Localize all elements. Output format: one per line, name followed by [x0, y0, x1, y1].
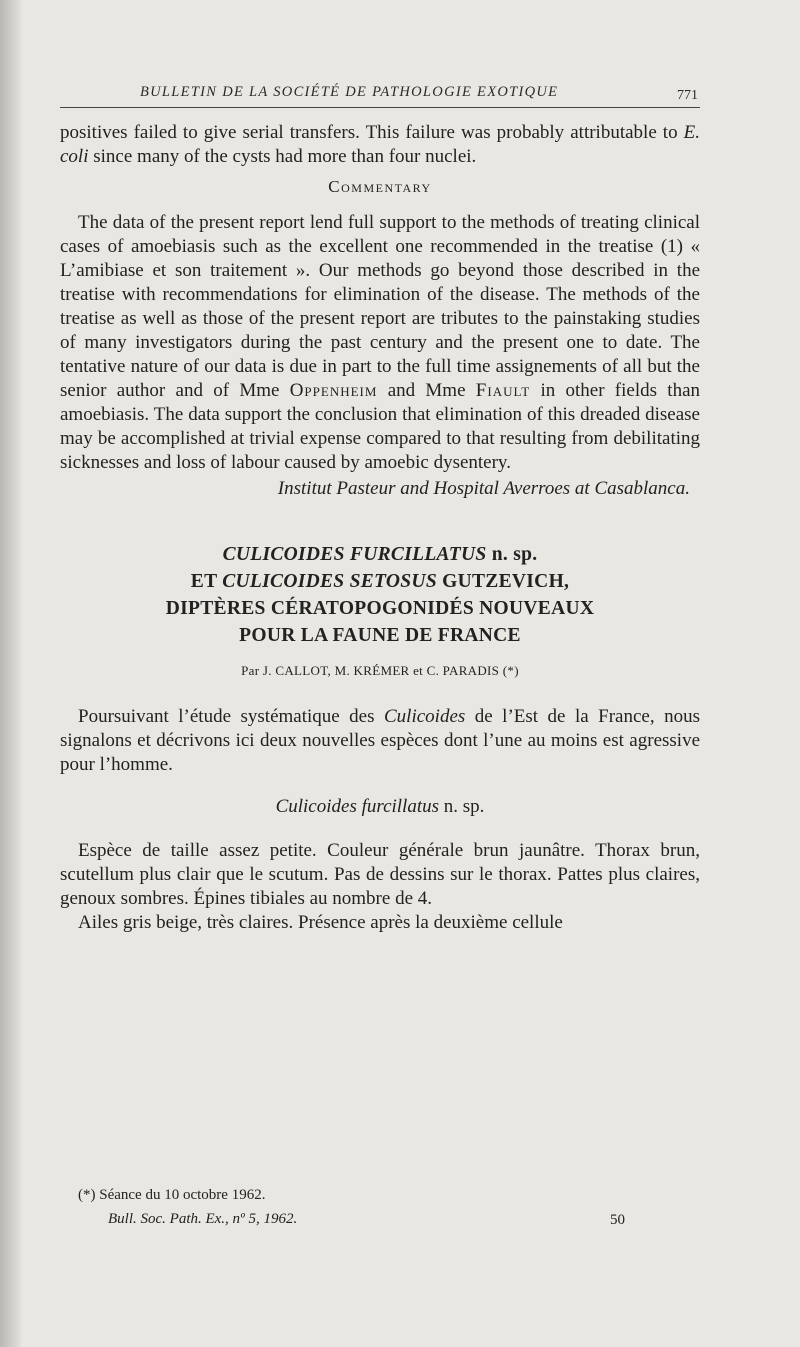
institution-signature: Institut Pasteur and Hospital Averroes at Casablanca. — [277, 478, 690, 499]
title-species-2: CULICOIDES SETOSUS — [222, 571, 437, 592]
text-run: since many of the cysts had more than four nuclei. — [88, 146, 477, 167]
title-line-2 — [60, 568, 700, 595]
text-run: de l’Est de la France, nous signalons et décrivons ici deux nouvelles espèces dont l’une au moins est agressive pour l’homme. — [60, 706, 700, 775]
paragraph-description-1: Espèce de taille assez petite. Couleur générale brun jaunâtre. Thorax brun, scutellum plus clair que le scutum. Pas de dessins sur le thorax. Pattes plus claires, genoux sombres. Épines tibiales au nombre de 4. — [60, 840, 700, 909]
article-body — [60, 121, 700, 935]
paragraph-commentary — [60, 211, 700, 475]
bibliographic-line — [108, 1211, 297, 1228]
text-run: ET — [190, 571, 223, 592]
paragraph-continuation — [60, 121, 700, 169]
text-run: GUTZEVICH, — [436, 571, 570, 592]
biblio-text: Bull. Soc. Path. Ex., nº 5, 1962. — [108, 1211, 298, 1227]
page-number: 771 — [677, 88, 698, 103]
paragraph-intro — [60, 705, 700, 777]
text-run: n. sp. — [486, 544, 538, 565]
text-run: in other fields than amoebiasis. The data support the conclusion that elimination of this dreaded disease may be accomplished at trivial expense compared to that resulting from debilitating sicknesses and loss of labour caused by amoebic dysentery. — [60, 380, 700, 473]
text-run: Poursuivant l’étude systématique des — [78, 706, 384, 727]
person-name: Oppenheim — [289, 380, 378, 401]
title-line-3: DIPTÈRES CÉRATOPOGONIDÉS NOUVEAUX — [165, 598, 595, 619]
article-authors: Par J. CALLOT, M. KRÉMER et C. PARADIS (*) — [241, 663, 519, 678]
text-run: n. sp. — [439, 796, 485, 817]
running-header: BULLETIN DE LA SOCIÉTÉ DE PATHOLOGIE EXOTIQUE — [140, 84, 559, 100]
paragraph-description-2: Ailes gris beige, très claires. Présence après la deuxième cellule — [78, 912, 563, 933]
title-line-4: POUR LA FAUNE DE FRANCE — [239, 625, 521, 646]
text-run: and Mme — [377, 380, 476, 401]
title-line-1 — [60, 541, 700, 568]
text-run: positives failed to give serial transfers. This failure was probably attributable to — [60, 122, 684, 143]
article-title — [60, 541, 700, 649]
text-run: The data of the present report lend full support to the methods of treating clinical cases of amoebiasis such as the excellent one recommended in the treatise (1) « L’amibiase et son traitement ». Our methods go beyond those described in the treatise with recommendations for elimination of the disease. The methods of the treatise as well as those of the present report are tributes to the painstaking studies of many investigators during the past century and the present one to date. The tentative nature of our data is due in part to the full time assignements of all but the senior author and of Mme — [60, 212, 700, 401]
title-species-1: CULICOIDES FURCILLATUS — [222, 544, 487, 565]
header-rule — [60, 107, 700, 108]
italic-term: E. coli — [60, 122, 700, 167]
footnote: (*) Séance du 10 octobre 1962. — [78, 1187, 266, 1203]
person-name: Fiault — [475, 380, 531, 401]
italic-term: Culicoides — [384, 706, 466, 727]
section-heading-commentary: Commentary — [328, 177, 432, 196]
species-name: Culicoides furcillatus — [275, 796, 440, 817]
sheet-number: 50 — [610, 1212, 625, 1228]
species-heading — [60, 795, 700, 819]
